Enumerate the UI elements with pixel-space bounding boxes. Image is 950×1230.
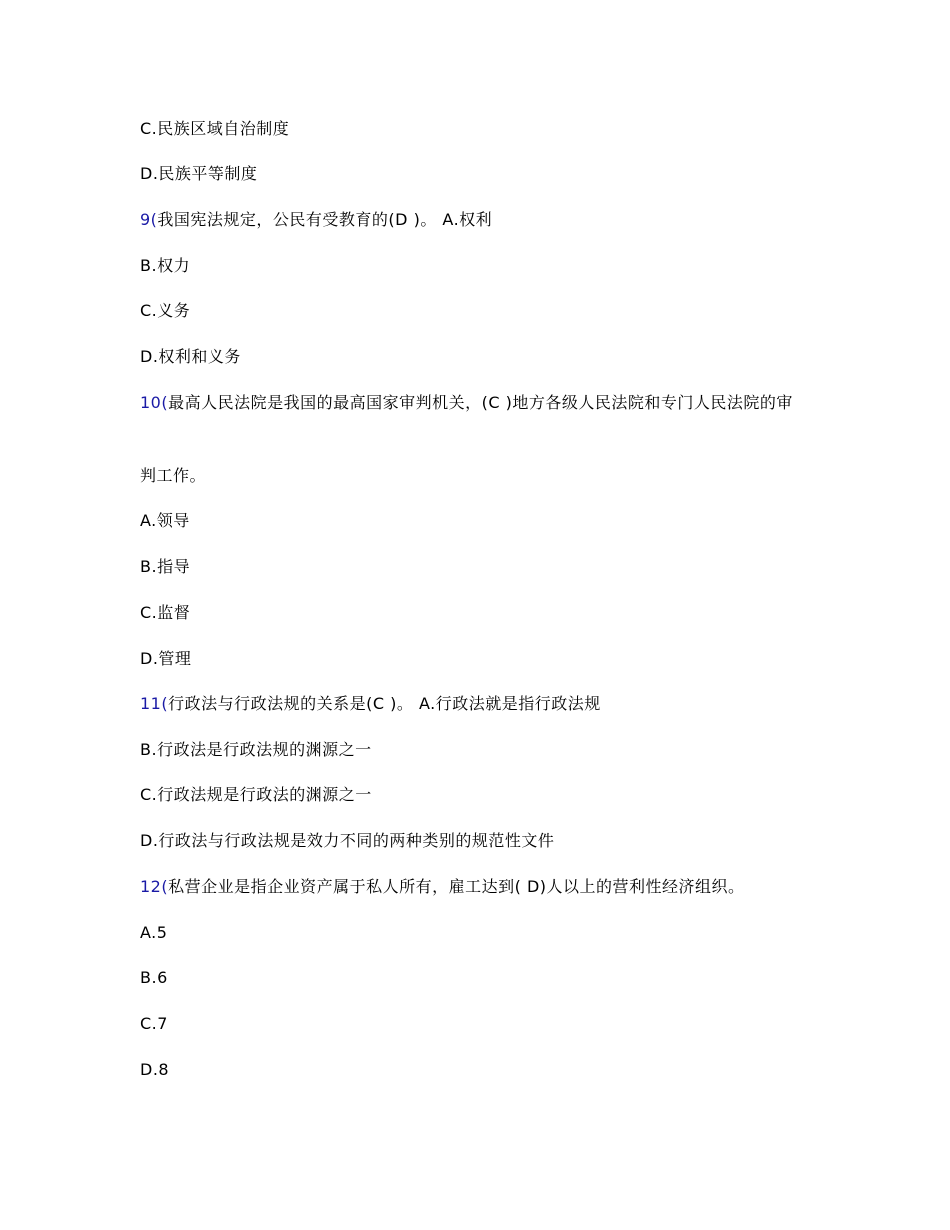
- option-line: [140, 737, 820, 763]
- option-line: [140, 1057, 820, 1083]
- question-continuation: [140, 463, 820, 489]
- option-text: B.行政法是行政法规的渊源之一: [140, 740, 372, 759]
- option-line: [140, 1011, 820, 1037]
- option-line: [140, 344, 820, 370]
- option-text: B.6: [140, 968, 168, 987]
- option-line: [140, 600, 820, 626]
- option-text: B.指导: [140, 557, 191, 576]
- option-line: [140, 782, 820, 808]
- option-line: [140, 828, 820, 854]
- option-text: A.领导: [140, 511, 190, 530]
- question-number: 9(: [140, 210, 158, 229]
- option-text: C.7: [140, 1014, 168, 1033]
- option-line: [140, 554, 820, 580]
- option-text: D.管理: [140, 649, 192, 668]
- option-line: [140, 920, 820, 946]
- question-text: 行政法与行政法规的关系是(C )。 A.行政法就是指行政法规: [168, 694, 601, 713]
- option-line: [140, 965, 820, 991]
- option-line: [140, 253, 820, 279]
- question-text: 最高人民法院是我国的最高国家审判机关，(C )地方各级人民法院和专门人民法院的审: [168, 393, 793, 412]
- option-text: D.行政法与行政法规是效力不同的两种类别的规范性文件: [140, 831, 555, 850]
- question-text: 私营企业是指企业资产属于私人所有，雇工达到( D)人以上的营利性经济组织。: [168, 877, 745, 896]
- option-line: [140, 508, 820, 534]
- option-text: C.监督: [140, 603, 191, 622]
- question-line: [140, 874, 820, 900]
- question-line: [140, 390, 820, 416]
- option-line: [140, 161, 820, 187]
- option-text: B.权力: [140, 256, 191, 275]
- option-text: A.5: [140, 923, 168, 942]
- option-text: C.行政法规是行政法的渊源之一: [140, 785, 372, 804]
- option-text: C.义务: [140, 301, 191, 320]
- option-text: D.权利和义务: [140, 347, 241, 366]
- question-text: 判工作。: [140, 466, 207, 485]
- question-number: 10(: [140, 393, 169, 412]
- option-line: [140, 646, 820, 672]
- question-line: [140, 207, 820, 233]
- question-number: 11(: [140, 694, 169, 713]
- option-line: [140, 298, 820, 324]
- option-line: [140, 116, 820, 142]
- option-text: D.民族平等制度: [140, 164, 258, 183]
- question-number: 12(: [140, 877, 169, 896]
- option-text: D.8: [140, 1060, 170, 1079]
- question-line: [140, 691, 820, 717]
- question-text: 我国宪法规定，公民有受教育的(D )。 A.权利: [157, 210, 493, 229]
- option-text: C.民族区域自治制度: [140, 119, 290, 138]
